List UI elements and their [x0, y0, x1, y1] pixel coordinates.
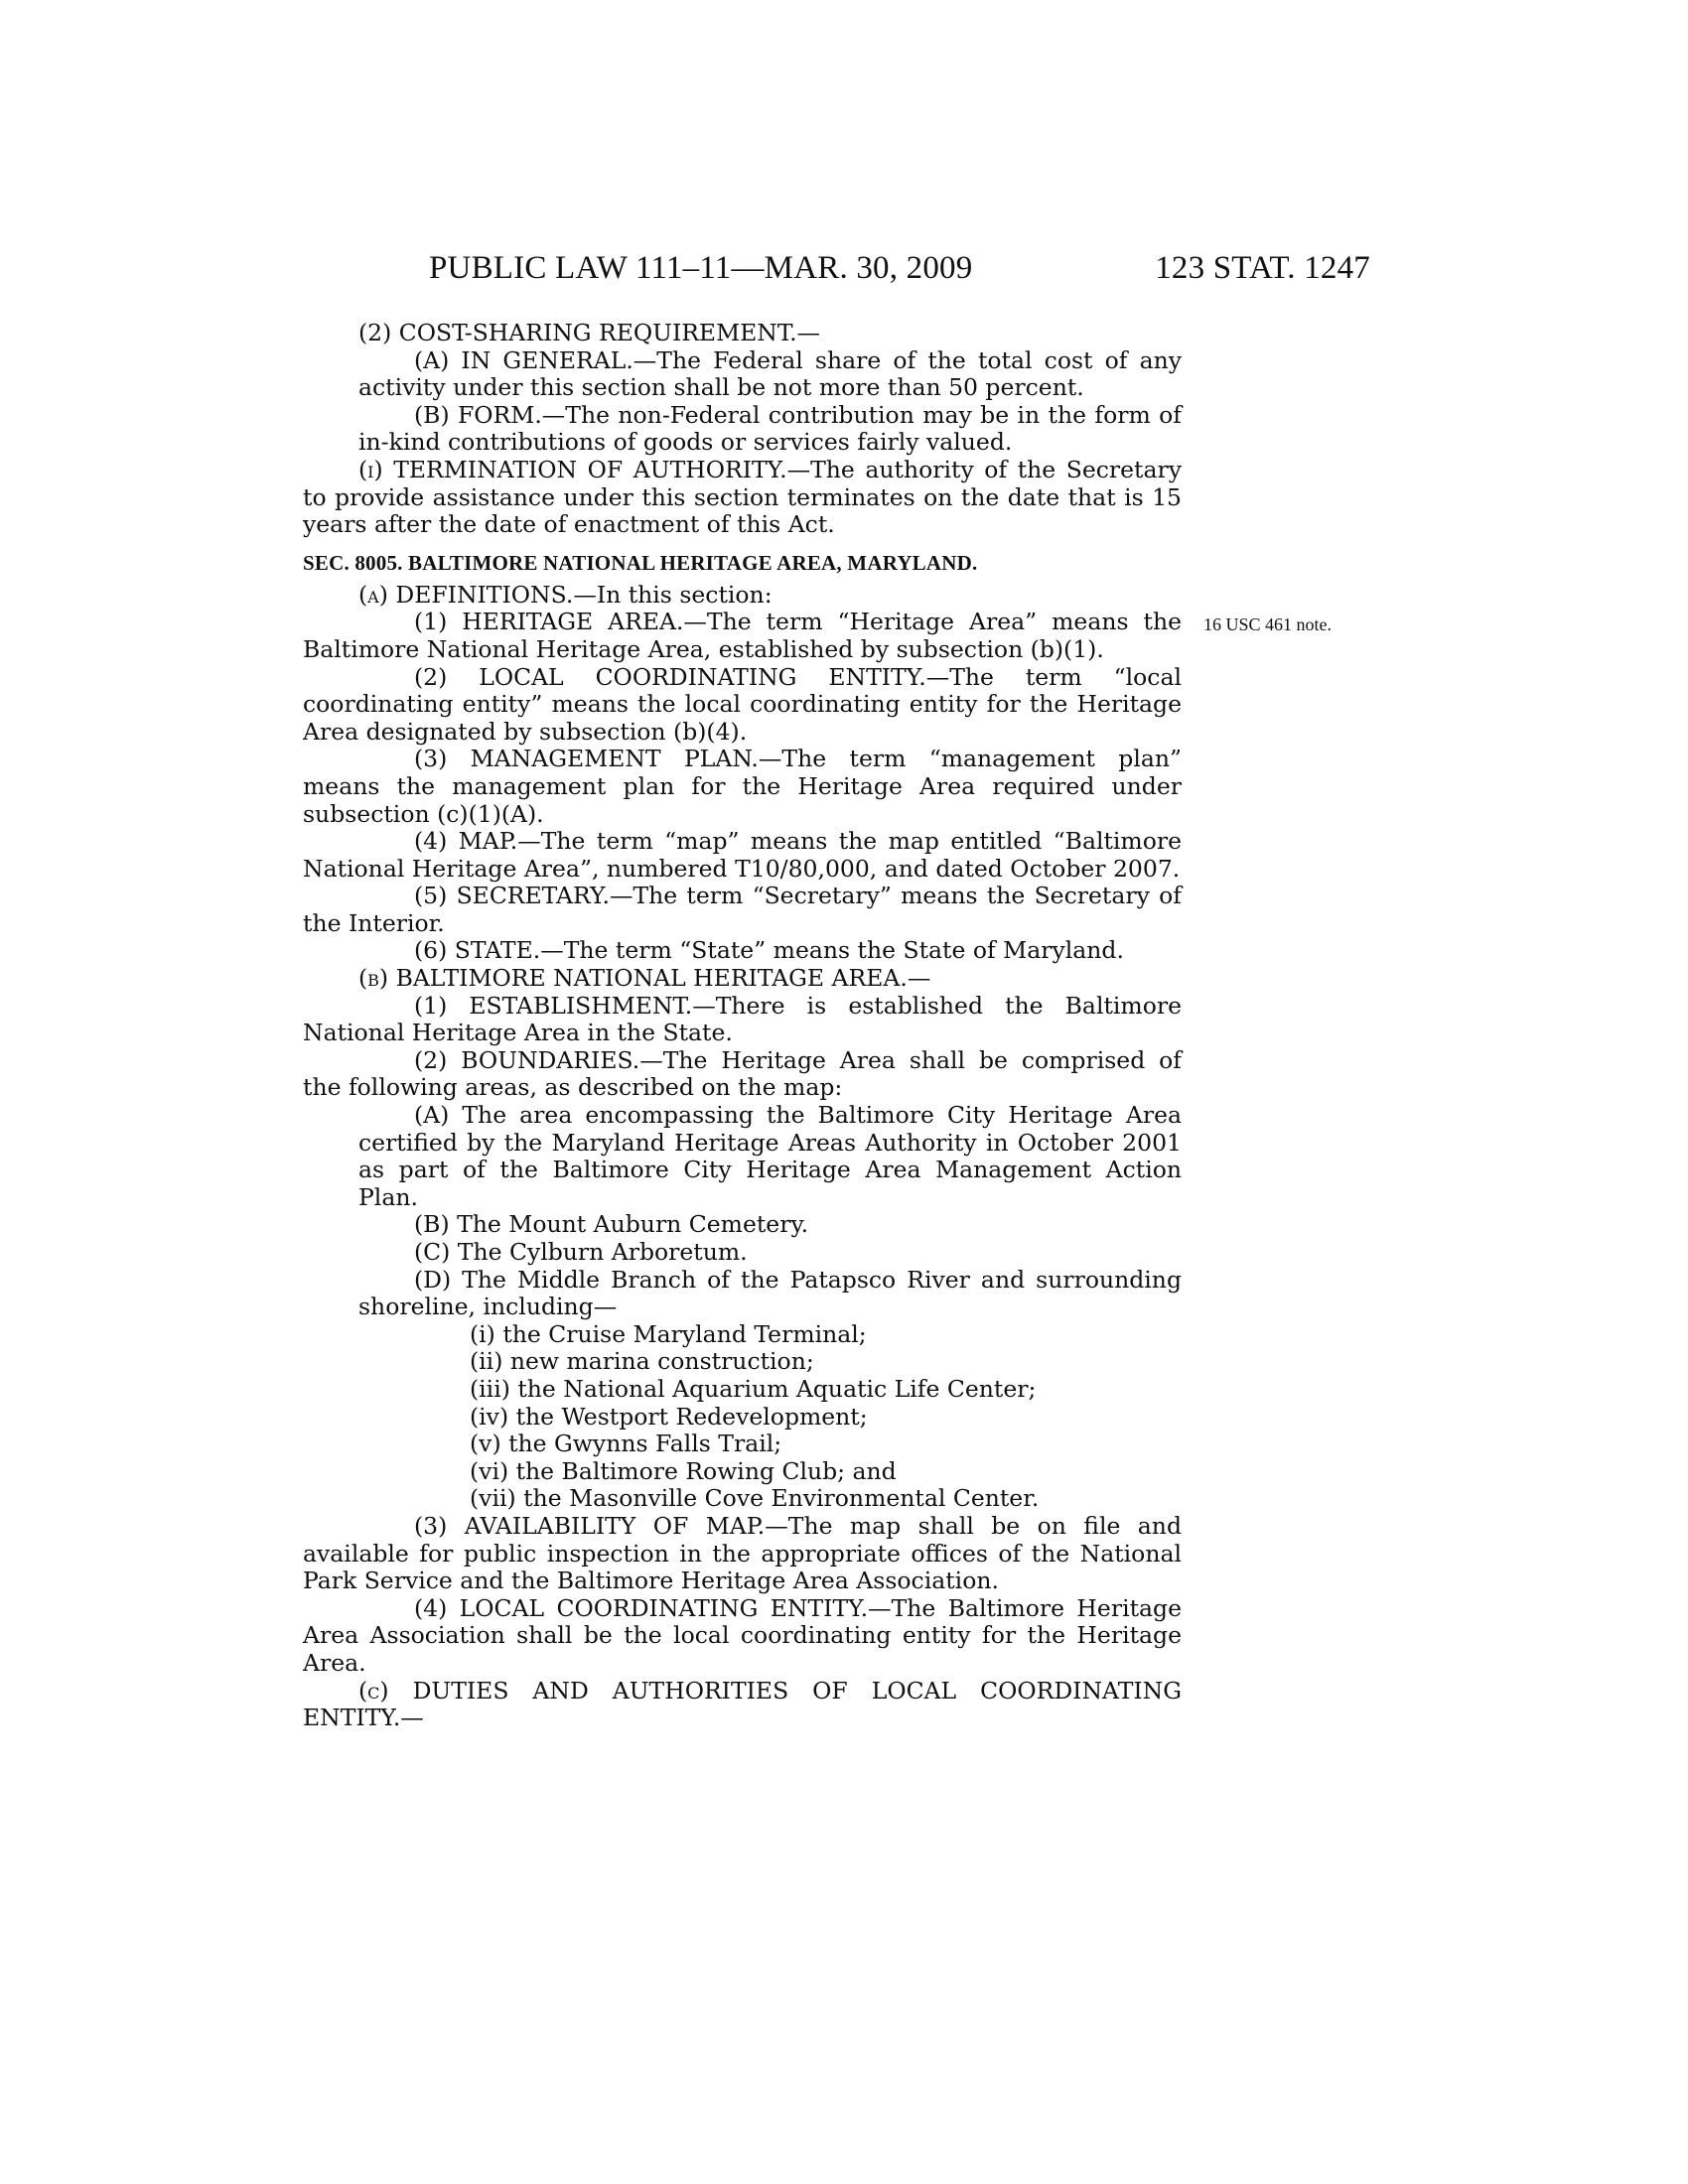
- statute-page-number: 123 STAT. 1247: [1155, 250, 1370, 286]
- heritage-area-heading: (b) BALTIMORE NATIONAL HERITAGE AREA.—: [358, 964, 931, 993]
- definition-item: (3) MANAGEMENT PLAN.—The term “management plan” means the management plan for the Heritage Area required under subsection (c)(1)(A).: [303, 745, 1183, 828]
- boundary-subarea: (ii) new marina construction;: [470, 1347, 814, 1376]
- availability-of-map: (3) AVAILABILITY OF MAP.—The map shall be on file and available for public inspection in the appropriate offices of the National Park Service and the Baltimore Heritage Area Association.: [303, 1511, 1182, 1595]
- usc-margin-note: 16 USC 461 note.: [1203, 614, 1333, 634]
- definitions-intro: (a) DEFINITIONS.—In this section:: [358, 580, 773, 609]
- boundary-subarea: (vi) the Baltimore Rowing Club; and: [470, 1456, 897, 1485]
- cost-sharing-form: (B) FORM.—The non-Federal contribution may be in the form of in-kind contributions of goods or services fairly valued.: [358, 400, 1183, 457]
- boundaries-paragraph: (2) BOUNDARIES.—The Heritage Area shall be comprised of the following areas, as described on the map:: [303, 1045, 1182, 1102]
- cost-sharing-heading: (2) COST-SHARING REQUIREMENT.—: [358, 319, 821, 346]
- boundary-subarea: (iii) the National Aquarium Aquatic Life Center;: [470, 1374, 1037, 1403]
- boundary-subarea: (iv) the Westport Redevelopment;: [470, 1402, 868, 1431]
- definition-item: (1) HERITAGE AREA.—The term “Heritage Area” means the Baltimore National Heritage Area, established by subsection (b)(1).: [303, 608, 1182, 663]
- boundary-subarea: (v) the Gwynns Falls Trail;: [470, 1430, 782, 1458]
- termination-of-authority: (i) TERMINATION OF AUTHORITY.—The authority of the Secretary to provide assistance under this section terminates on the date that is 15 years after the date of enactment of this Act.: [303, 455, 1183, 539]
- boundary-area: (D) The Middle Branch of the Patapsco River and surrounding shoreline, including—: [358, 1265, 1182, 1321]
- boundary-subarea: (vii) the Masonville Cove Environmental Center.: [470, 1484, 1040, 1513]
- public-law-citation: PUBLIC LAW 111–11—MAR. 30, 2009: [429, 250, 973, 286]
- definition-item: (4) MAP.—The term “map” means the map entitled “Baltimore National Heritage Area”, numbered T10/80,000, and dated October 2007.: [303, 827, 1182, 883]
- local-coordinating-entity: (4) LOCAL COORDINATING ENTITY.—The Baltimore Heritage Area Association shall be the local coordinating entity for the Heritage Area.: [303, 1593, 1182, 1677]
- boundary-area: (B) The Mount Auburn Cemetery.: [414, 1210, 809, 1239]
- boundary-subarea: (i) the Cruise Maryland Terminal;: [470, 1319, 867, 1348]
- section-heading: SEC. 8005. BALTIMORE NATIONAL HERITAGE AREA, MARYLAND.: [303, 550, 978, 575]
- cost-sharing-general: (A) IN GENERAL.—The Federal share of the total cost of any activity under this section shall be not more than 50 percent.: [358, 345, 1182, 402]
- document-body: [303, 320, 1182, 1732]
- definition-item: (6) STATE.—The term “State” means the State of Maryland.: [414, 936, 1124, 965]
- boundary-area: (A) The area encompassing the Baltimore City Heritage Area certified by the Maryland Heritage Areas Authority in October 2001 as part of the Baltimore City Heritage Area Management Action Plan.: [358, 1101, 1182, 1211]
- establishment-paragraph: (1) ESTABLISHMENT.—There is established the Baltimore National Heritage Area in the State.: [303, 991, 1182, 1047]
- page-header: [298, 250, 1370, 290]
- duties-heading: (c) DUTIES AND AUTHORITIES OF LOCAL COORDINATING ENTITY.—: [303, 1676, 1182, 1732]
- boundary-area: (C) The Cylburn Arboretum.: [414, 1238, 748, 1266]
- definition-item: (5) SECRETARY.—The term “Secretary” means the Secretary of the Interior.: [303, 882, 1182, 937]
- definition-item: (2) LOCAL COORDINATING ENTITY.—The term “local coordinating entity” means the local coordinating entity for the Heritage Area designated by subsection (b)(4).: [303, 662, 1182, 746]
